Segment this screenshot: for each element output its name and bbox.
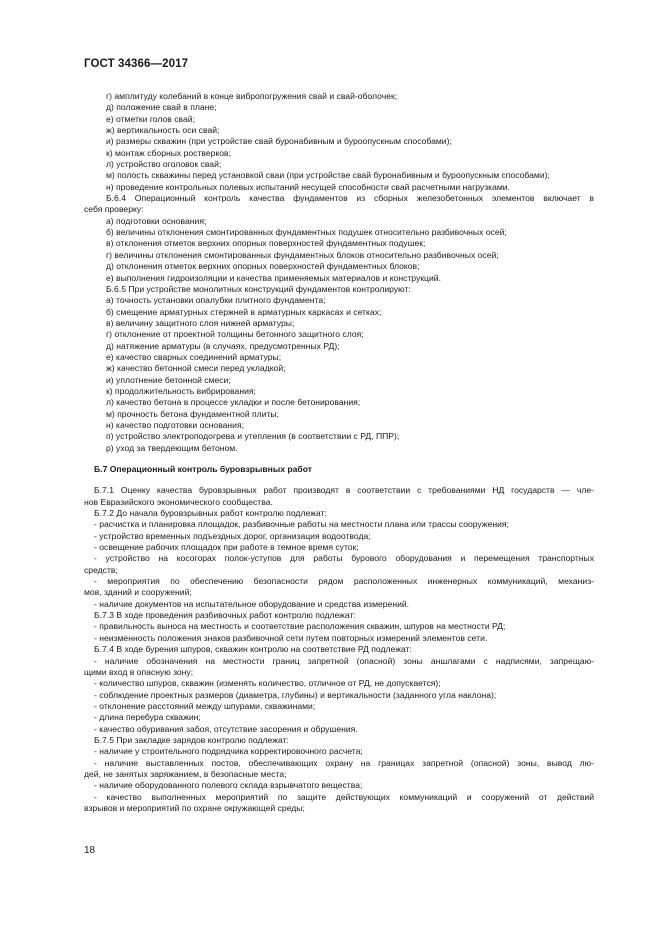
text-line: д) натяжение арматуры (в случаях, предусмотренных РД); [106, 340, 340, 351]
text-line: - устройство временных подъездных дорог, организация водоотвода; [94, 530, 371, 541]
text-line: л) качество бетона в процессе укладки и после бетонирования; [106, 397, 361, 408]
text-line: г) отклонение от проектной толщины бетонного защитного слоя; [106, 329, 364, 340]
text-line: в) величину защитного слоя нижней арматуры; [106, 317, 295, 328]
paragraph-line: взрывов и мероприятий по охране окружающей среды; [84, 802, 305, 813]
text-line: б) величины отклонения смонтированных фундаментных подушек относительно разбивочных осей; [106, 227, 507, 238]
paragraph-line: щими вход в опасную зону; [84, 666, 194, 677]
text-line: и) размеры скважин (при устройстве свай буронабивным и буроопускным способами); [106, 136, 452, 147]
text-line: - правильность выноса на местность и соответствие расположения скважин, шпуров на местности РД; [94, 621, 506, 632]
text-line: е) отметки голов свай; [106, 113, 195, 124]
text-line: ж) качество бетонной смеси перед укладкой; [106, 363, 286, 374]
text-line: е) выполнения гидроизоляции и качества применяемых материалов и конструкций. [106, 272, 441, 283]
paragraph-line: дей, не занятых заряжанием, в безопасные места; [84, 768, 287, 779]
text-line: - качество обуривания забоя, отсутствие засорения и обрушения. [94, 723, 358, 734]
paragraph-line: средств; [84, 564, 118, 575]
text-line: - неизменность положения знаков разбивочной сети путем повторных измерений элементов сети. [94, 632, 488, 643]
text-line: а) подготовки основания; [106, 215, 207, 226]
text-line: - количество шпуров, скважин (изменять количество, отличное от РД, не допускается); [94, 678, 441, 689]
paragraph-line: - устройство на косогорах полок-уступов для работы бурового оборудования и перемещения транспортных [94, 553, 594, 564]
text-line: Б.7.3 В ходе проведения разбивочных работ контролю подлежат: [94, 610, 356, 621]
text-line: ж) вертикальность оси свай; [106, 125, 220, 136]
paragraph-line: - наличие обозначения на местности границ запретной (опасной) зоны аншлагами с надписями, запрещаю- [94, 655, 594, 666]
text-line: к) продолжительность вибрирования; [106, 385, 256, 396]
page-header-title: ГОСТ 34366—2017 [84, 58, 189, 70]
text-line: м) полость скважины перед установкой сваи (при устройстве свай буронабивным и буроопускным способами); [106, 170, 550, 181]
text-line: п) устройство электроподогрева и утепления (в соответствии с РД, ППР); [106, 431, 400, 442]
text-line: - наличие оборудованного полевого склада взрывчатого вещества; [94, 780, 363, 791]
text-line: Б.7.2 До начала буровзрывных работ контролю подлежат: [94, 508, 327, 519]
section-heading: Б.7 Операционный контроль буровзрывных работ [94, 464, 312, 474]
paragraph-line: мов, зданий и сооружений; [84, 587, 192, 598]
text-line: а) точность установки опалубки плитного фундамента; [106, 295, 326, 306]
text-line: Б.7.5 При закладке зарядов контролю подлежат: [94, 734, 289, 745]
paragraph-line: - качество выполненных мероприятий по защите действующих коммуникаций и сооружений от действий [94, 791, 594, 802]
paragraph-line: - наличие выставленных постов, обеспечивающих охрану на границах запретной (опасной) зоны, вывод лю- [94, 757, 594, 768]
text-line: г) амплитуду колебаний в конце вибропогружения свай и свай-оболочек; [106, 91, 398, 101]
text-line: - соблюдение проектных размеров (диаметра, глубины) и вертикальности (заданного угла наклона); [94, 689, 497, 700]
paragraph-line: себя проверку: [84, 204, 144, 215]
paragraph-line: нов Евразийского экономического сообщества. [84, 496, 273, 507]
paragraph-line: Б.7.1 Оценку качества буровзрывных работ производят в соответствии с требованиями НД государств — чле- [94, 485, 594, 496]
text-line: и) уплотнение бетонной смеси; [106, 374, 231, 385]
text-line: н) качество подготовки основания; [106, 419, 245, 430]
text-line: - длина перебура скважин; [94, 712, 201, 723]
text-line: Б.6.5 При устройстве монолитных конструкций фундаментов контролируют: [106, 283, 411, 294]
text-line: е) качество сварных соединений арматуры; [106, 351, 282, 362]
text-line: - наличие у строительного подрядчика корректировочного расчета; [94, 746, 363, 757]
page-number: 18 [84, 845, 96, 856]
text-line: н) проведение контрольных полевых испытаний несущей способности свай расчетными нагрузками. [106, 181, 510, 192]
section-gap [84, 454, 594, 464]
document-body [84, 91, 594, 814]
text-line: б) смещение арматурных стержней в арматурных каркасах и сетках; [106, 306, 382, 317]
text-line: к) монтаж сборных ростверков; [106, 147, 231, 158]
section-gap [84, 475, 594, 485]
text-line: Б.7.4 В ходе бурения шпуров, скважин контролю на соответствие РД подлежат: [94, 644, 412, 655]
text-line: д) отклонения отметок верхних опорных поверхностей фундаментных блоков; [106, 261, 420, 272]
text-line: д) положение свай в плане; [106, 102, 217, 113]
text-line: - наличие документов на испытательное оборудование и средства измерений. [94, 598, 410, 609]
paragraph-line: - мероприятия по обеспечению безопасности рядом расположенных инженерных коммуникаций, механиз- [94, 576, 594, 587]
text-line: в) отклонения отметок верхних опорных поверхностей фундаментных подушек; [106, 238, 426, 249]
text-line: м) прочность бетона фундаментной плиты; [106, 408, 279, 419]
text-line: р) уход за твердеющим бетоном. [106, 442, 238, 453]
text-line: - отклонение расстояний между шпурами, скважинами; [94, 700, 316, 711]
text-line: г) величины отклонения смонтированных фундаментных блоков относительно разбивочных осей; [106, 249, 499, 260]
text-line: - расчистка и планировка площадок, разбивочные работы на местности плана или трассы сооружения; [94, 519, 509, 530]
paragraph-line: Б.6.4 Операционный контроль качества фундаментов из сборных железобетонных элементов включает в [106, 193, 594, 204]
text-line: - освещение рабочих площадок при работе в темное время суток; [94, 542, 359, 553]
text-line: л) устройство оголовок свай; [106, 159, 222, 170]
